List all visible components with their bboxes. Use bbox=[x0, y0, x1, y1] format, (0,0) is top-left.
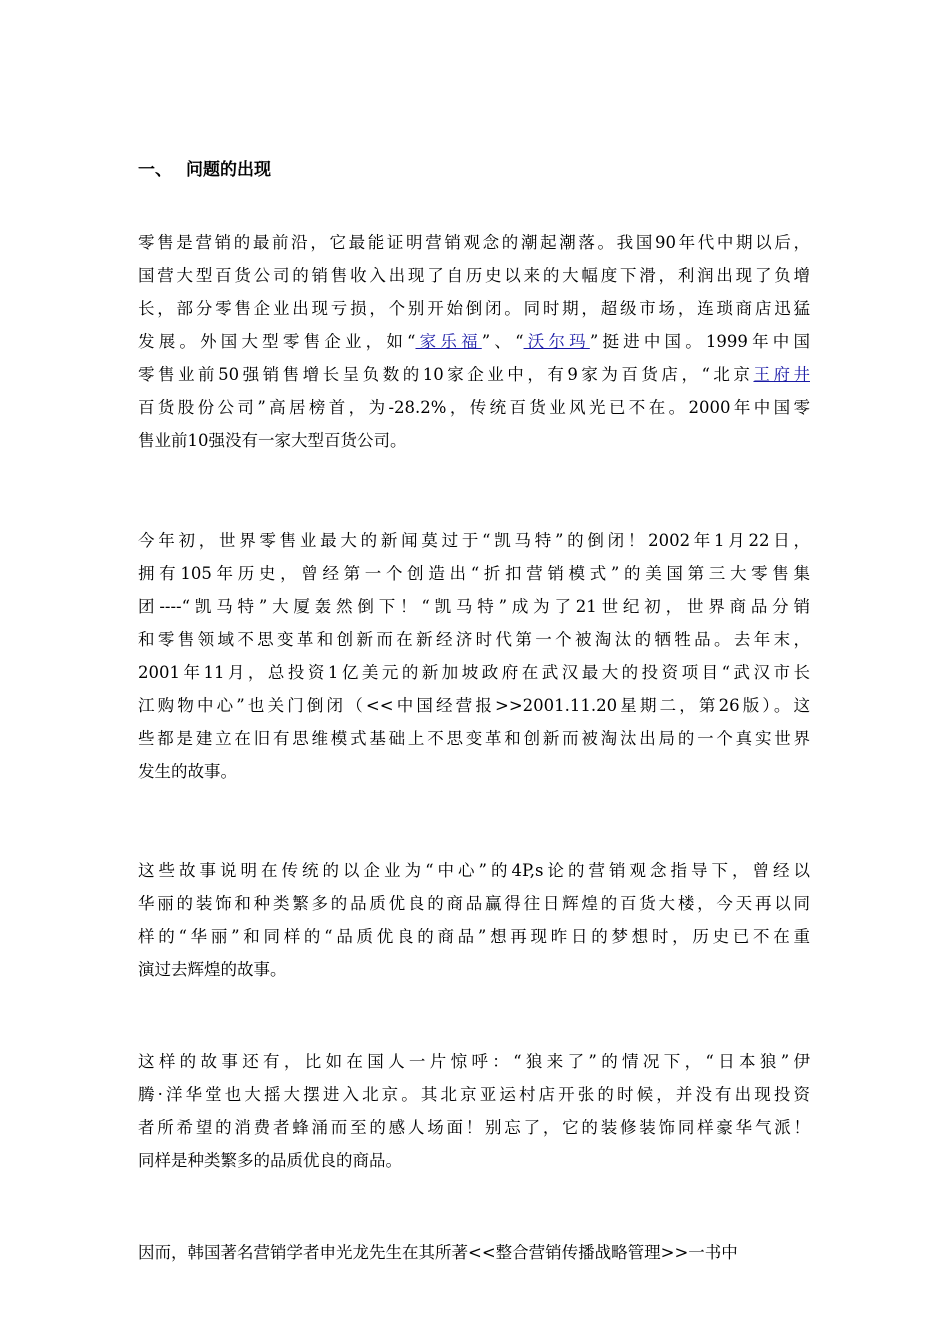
text-run: 团----“凯马特”大厦轰然倒下！“凯马特”成为了21世纪初，世界商品分销 bbox=[138, 597, 810, 616]
text-run: 演过去辉煌的故事。 bbox=[138, 960, 287, 979]
paragraph-1 bbox=[138, 226, 810, 457]
text-run: 腾·洋华堂也大摇大摆进入北京。其北京亚运村店开张的时候，并没有出现投资 bbox=[138, 1085, 810, 1104]
text-run: 长，部分零售企业出现亏损，个别开始倒闭。同时期，超级市场，连琐商店迅猛 bbox=[138, 299, 810, 318]
text-line bbox=[138, 358, 810, 391]
text-line bbox=[138, 424, 810, 457]
text-run: 这样的故事还有，比如在国人一片惊呼：“狼来了”的情况下，“日本狼”伊 bbox=[138, 1052, 810, 1071]
text-run: 样的“华丽”和同样的“品质优良的商品”想再现昨日的梦想时，历史已不在重 bbox=[138, 927, 810, 946]
text-line bbox=[138, 722, 810, 755]
text-run: ”、“ bbox=[481, 332, 524, 351]
text-run: 百货股份公司”高居榜首，为-28.2%，传统百货业风光已不在。2000年中国零 bbox=[138, 398, 810, 417]
text-run: 发展。外国大型零售企业，如“ bbox=[138, 332, 416, 351]
inline-link[interactable]: 家乐福 bbox=[415, 332, 482, 351]
text-line bbox=[138, 292, 810, 325]
text-run: 国营大型百货公司的销售收入出现了自历史以来的大幅度下滑，利润出现了负增 bbox=[138, 266, 810, 285]
text-line bbox=[138, 524, 810, 557]
text-line bbox=[138, 226, 810, 259]
text-line bbox=[138, 953, 810, 986]
text-run: 售业前10强没有一家大型百货公司。 bbox=[138, 431, 407, 450]
text-line bbox=[138, 920, 810, 953]
text-run: 拥有105年历史，曾经第一个创造出“折扣营销模式”的美国第三大零售集 bbox=[138, 564, 810, 583]
text-run: 因而，韩国著名营销学者申光龙先生在其所著<<整合营销传播战略管理>>一书中 bbox=[138, 1243, 738, 1262]
text-run: 江购物中心”也关门倒闭（<<中国经营报>>2001.11.20星期二，第26版）。这 bbox=[138, 696, 810, 715]
text-line bbox=[138, 557, 810, 590]
text-line bbox=[138, 755, 810, 788]
paragraph-4 bbox=[138, 1045, 810, 1177]
paragraph-3 bbox=[138, 854, 810, 986]
text-run: 零售是营销的最前沿，它最能证明营销观念的潮起潮落。我国90年代中期以后， bbox=[138, 233, 810, 252]
inline-link[interactable]: 沃尔玛 bbox=[523, 332, 590, 351]
text-run: 这些故事说明在传统的以企业为“中心”的4P,s论的营销观念指导下，曾经以 bbox=[138, 861, 810, 880]
text-run: 华丽的装饰和种类繁多的品质优良的商品赢得往日辉煌的百货大楼，今天再以同 bbox=[138, 894, 810, 913]
text-run: 零售业前50强销售增长呈负数的10家企业中，有9家为百货店，“北京 bbox=[138, 365, 754, 384]
text-run: 2001年11月，总投资1亿美元的新加坡政府在武汉最大的投资项目“武汉市长 bbox=[138, 663, 810, 682]
text-line bbox=[138, 1111, 810, 1144]
text-line bbox=[138, 1144, 810, 1177]
paragraph-2 bbox=[138, 524, 810, 788]
inline-link[interactable]: 王府井 bbox=[753, 365, 810, 384]
text-line bbox=[138, 656, 810, 689]
text-line bbox=[138, 887, 810, 920]
text-run: ”挺进中国。1999年中国 bbox=[589, 332, 810, 351]
text-line bbox=[138, 1078, 810, 1111]
text-line bbox=[138, 590, 810, 623]
text-line bbox=[138, 1045, 810, 1078]
section-heading bbox=[138, 156, 271, 184]
text-run: 发生的故事。 bbox=[138, 762, 237, 781]
text-run: 同样是种类繁多的品质优良的商品。 bbox=[138, 1151, 402, 1170]
text-line bbox=[138, 689, 810, 722]
section-title: 问题的出现 bbox=[186, 160, 271, 180]
text-line bbox=[138, 391, 810, 424]
text-run: 今年初，世界零售业最大的新闻莫过于“凯马特”的倒闭！2002年1月22日， bbox=[138, 531, 810, 550]
section-number: 一、 bbox=[138, 160, 172, 180]
text-run: 者所希望的消费者蜂涌而至的感人场面！别忘了，它的装修装饰同样豪华气派！ bbox=[138, 1118, 810, 1137]
text-run: 些都是建立在旧有思维模式基础上不思变革和创新而被淘汰出局的一个真实世界 bbox=[138, 729, 810, 748]
text-run: 和零售领域不思变革和创新而在新经济时代第一个被淘汰的牺牲品。去年末， bbox=[138, 630, 810, 649]
text-line bbox=[138, 325, 810, 358]
text-line bbox=[138, 854, 810, 887]
text-line bbox=[138, 1236, 810, 1269]
text-line bbox=[138, 259, 810, 292]
paragraph-5 bbox=[138, 1236, 810, 1269]
text-line bbox=[138, 623, 810, 656]
